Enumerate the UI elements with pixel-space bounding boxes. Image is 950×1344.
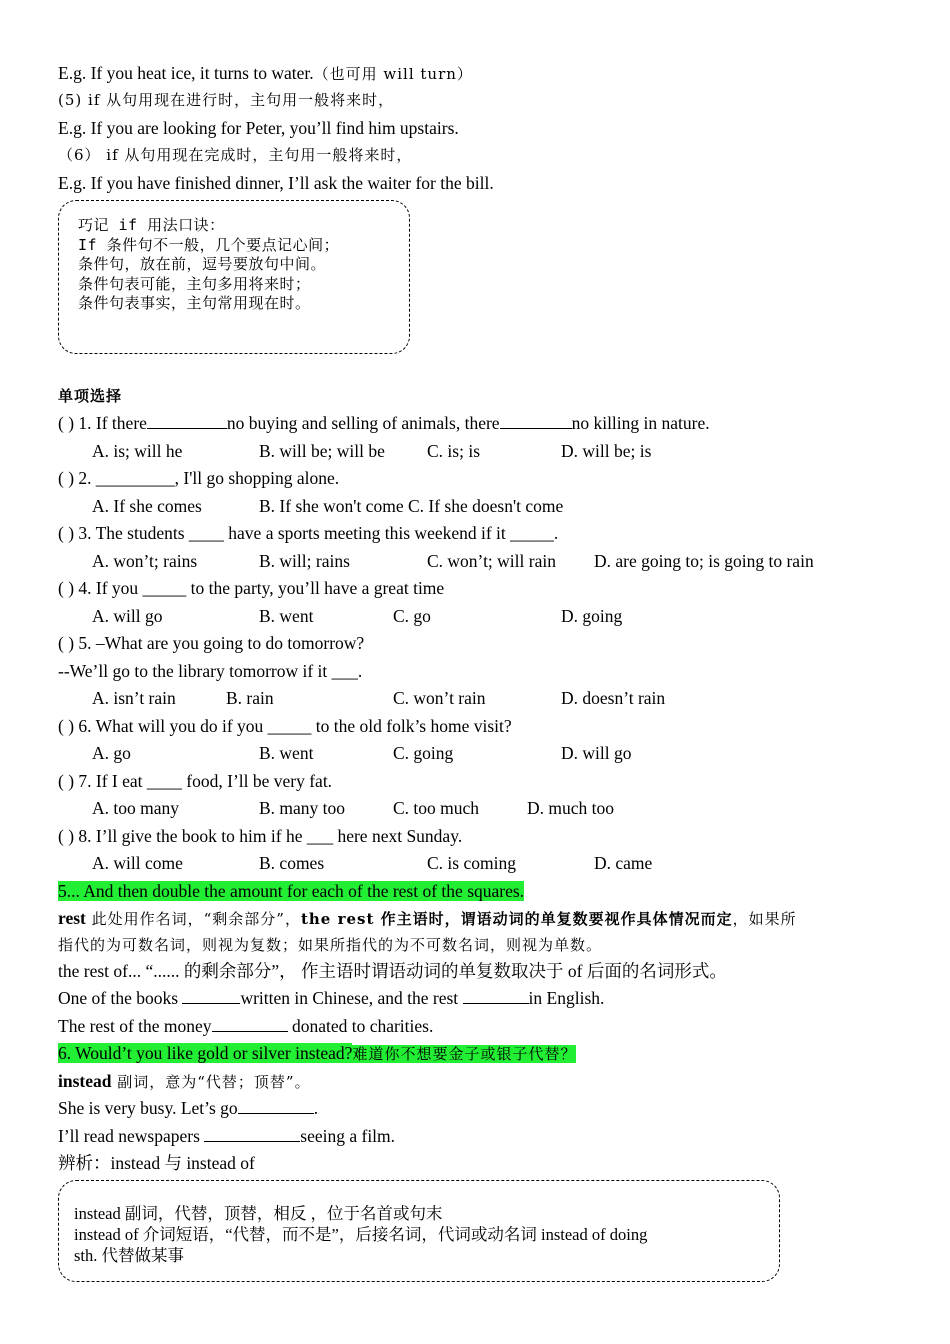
question-6: ( ) 6. What will you do if you _____ to the old folk’s home visit? <box>58 716 512 736</box>
option: D. will go <box>561 743 632 763</box>
option: C. go <box>393 606 431 626</box>
question-7: ( ) 7. If I eat ____ food, I’ll be very fat. <box>58 771 333 791</box>
option: C. too much <box>393 798 480 818</box>
option: A. won’t; rains <box>92 551 198 571</box>
option: D. doesn’t rain <box>561 688 666 708</box>
question-1: ( ) 1. If there no buying and selling of animals, there no killing in nature. <box>58 413 710 433</box>
option: B. will be; will be <box>259 441 385 461</box>
option: A. isn’t rain <box>92 688 176 708</box>
option: A. too many <box>92 798 180 818</box>
option: A. is; will he <box>92 441 183 461</box>
option: D. will be; is <box>561 441 652 461</box>
option: B. rain <box>226 688 274 708</box>
option: B. will; rains <box>259 551 350 571</box>
section-title: 单项选择 <box>58 387 123 405</box>
rest-example-2: The rest of the money donated to charities. <box>58 1016 434 1036</box>
option: C. won’t; will rain <box>427 551 556 571</box>
rest-explanation-cont: 指代的为可数名词，则视为复数；如果所指代的为不可数名词，则视为单数。 <box>58 936 603 954</box>
option: D. came <box>594 853 653 873</box>
option: B. many too <box>259 798 346 818</box>
option: C. won’t rain <box>393 688 486 708</box>
option: C. going <box>393 743 454 763</box>
option: B. went <box>259 743 314 763</box>
option: B. If she won't come C. If she doesn't come <box>259 496 564 516</box>
option: A. If she comes <box>92 496 202 516</box>
option: B. went <box>259 606 314 626</box>
option: A. will go <box>92 606 163 626</box>
example-line: E.g. If you heat ice, it turns to water.（也可用 will turn） <box>58 63 473 83</box>
example-line: E.g. If you have finished dinner, I’ll ask the waiter for the bill. <box>58 173 494 193</box>
instead-example-1: She is very busy. Let’s go . <box>58 1098 319 1118</box>
option: D. are going to; is going to rain <box>594 551 814 571</box>
question-4: ( ) 4. If you _____ to the party, you’ll have a great time <box>58 578 445 598</box>
question-5-reply: --We’ll go to the library tomorrow if it ___. <box>58 661 363 681</box>
option: D. much too <box>527 798 615 818</box>
option: D. going <box>561 606 623 626</box>
point-5-heading: 5... And then double the amount for each of the rest of the squares. <box>58 881 525 901</box>
rule-line: (5) if 从句用现在进行时，主句用一般将来时， <box>58 91 395 109</box>
tip-box-text: 巧记 if 用法口诀： If 条件句不一般，几个要点记心间； 条件句，放在前，逗号要放句中间。 条件句表可能，主句多用将来时； 条件句表事实，主句常用现在时。 <box>78 216 340 312</box>
option: B. comes <box>259 853 325 873</box>
question-2: ( ) 2. _________, I'll go shopping alone. <box>58 468 340 488</box>
instead-box-text: instead 副词，代替，顶替，相反 ，位于名首或句末 instead of 介词短语，“代替，而不是”，后接名词，代词或动名词 instead of doing sth. 代替做某事 <box>74 1204 648 1265</box>
rest-explanation: rest 此处用作名词，“剩余部分”，the rest 作主语时，谓语动词的单复数要视作具体情况而定，如果所 <box>58 908 797 928</box>
question-3: ( ) 3. The students ____ have a sports meeting this weekend if it _____. <box>58 523 559 543</box>
point-6-heading: 6. Would’t you like gold or silver instead?难道你不想要金子或银子代替？ <box>58 1043 577 1063</box>
example-line: E.g. If you are looking for Peter, you’ll find him upstairs. <box>58 118 459 138</box>
option: C. is coming <box>427 853 516 873</box>
question-8: ( ) 8. I’ll give the book to him if he ___ here next Sunday. <box>58 826 463 846</box>
instead-example-2: I’ll read newspapers seeing a film. <box>58 1126 396 1146</box>
option: C. is; is <box>427 441 481 461</box>
instead-explanation: instead 副词，意为“代替；顶替”。 <box>58 1071 311 1091</box>
rest-example-1: One of the books written in Chinese, and the rest in English. <box>58 988 605 1008</box>
option: A. will come <box>92 853 183 873</box>
option: A. go <box>92 743 131 763</box>
rest-of-explanation: the rest of... “...... 的剩余部分”， 作主语时谓语动词的单复数取决于 of 后面的名词形式。 <box>58 961 727 981</box>
question-5: ( ) 5. –What are you going to do tomorrow? <box>58 633 365 653</box>
analysis-heading: 辨析：instead 与 instead of <box>58 1153 255 1173</box>
rule-line: （6） if 从句用现在完成时，主句用一般将来时， <box>58 146 413 164</box>
